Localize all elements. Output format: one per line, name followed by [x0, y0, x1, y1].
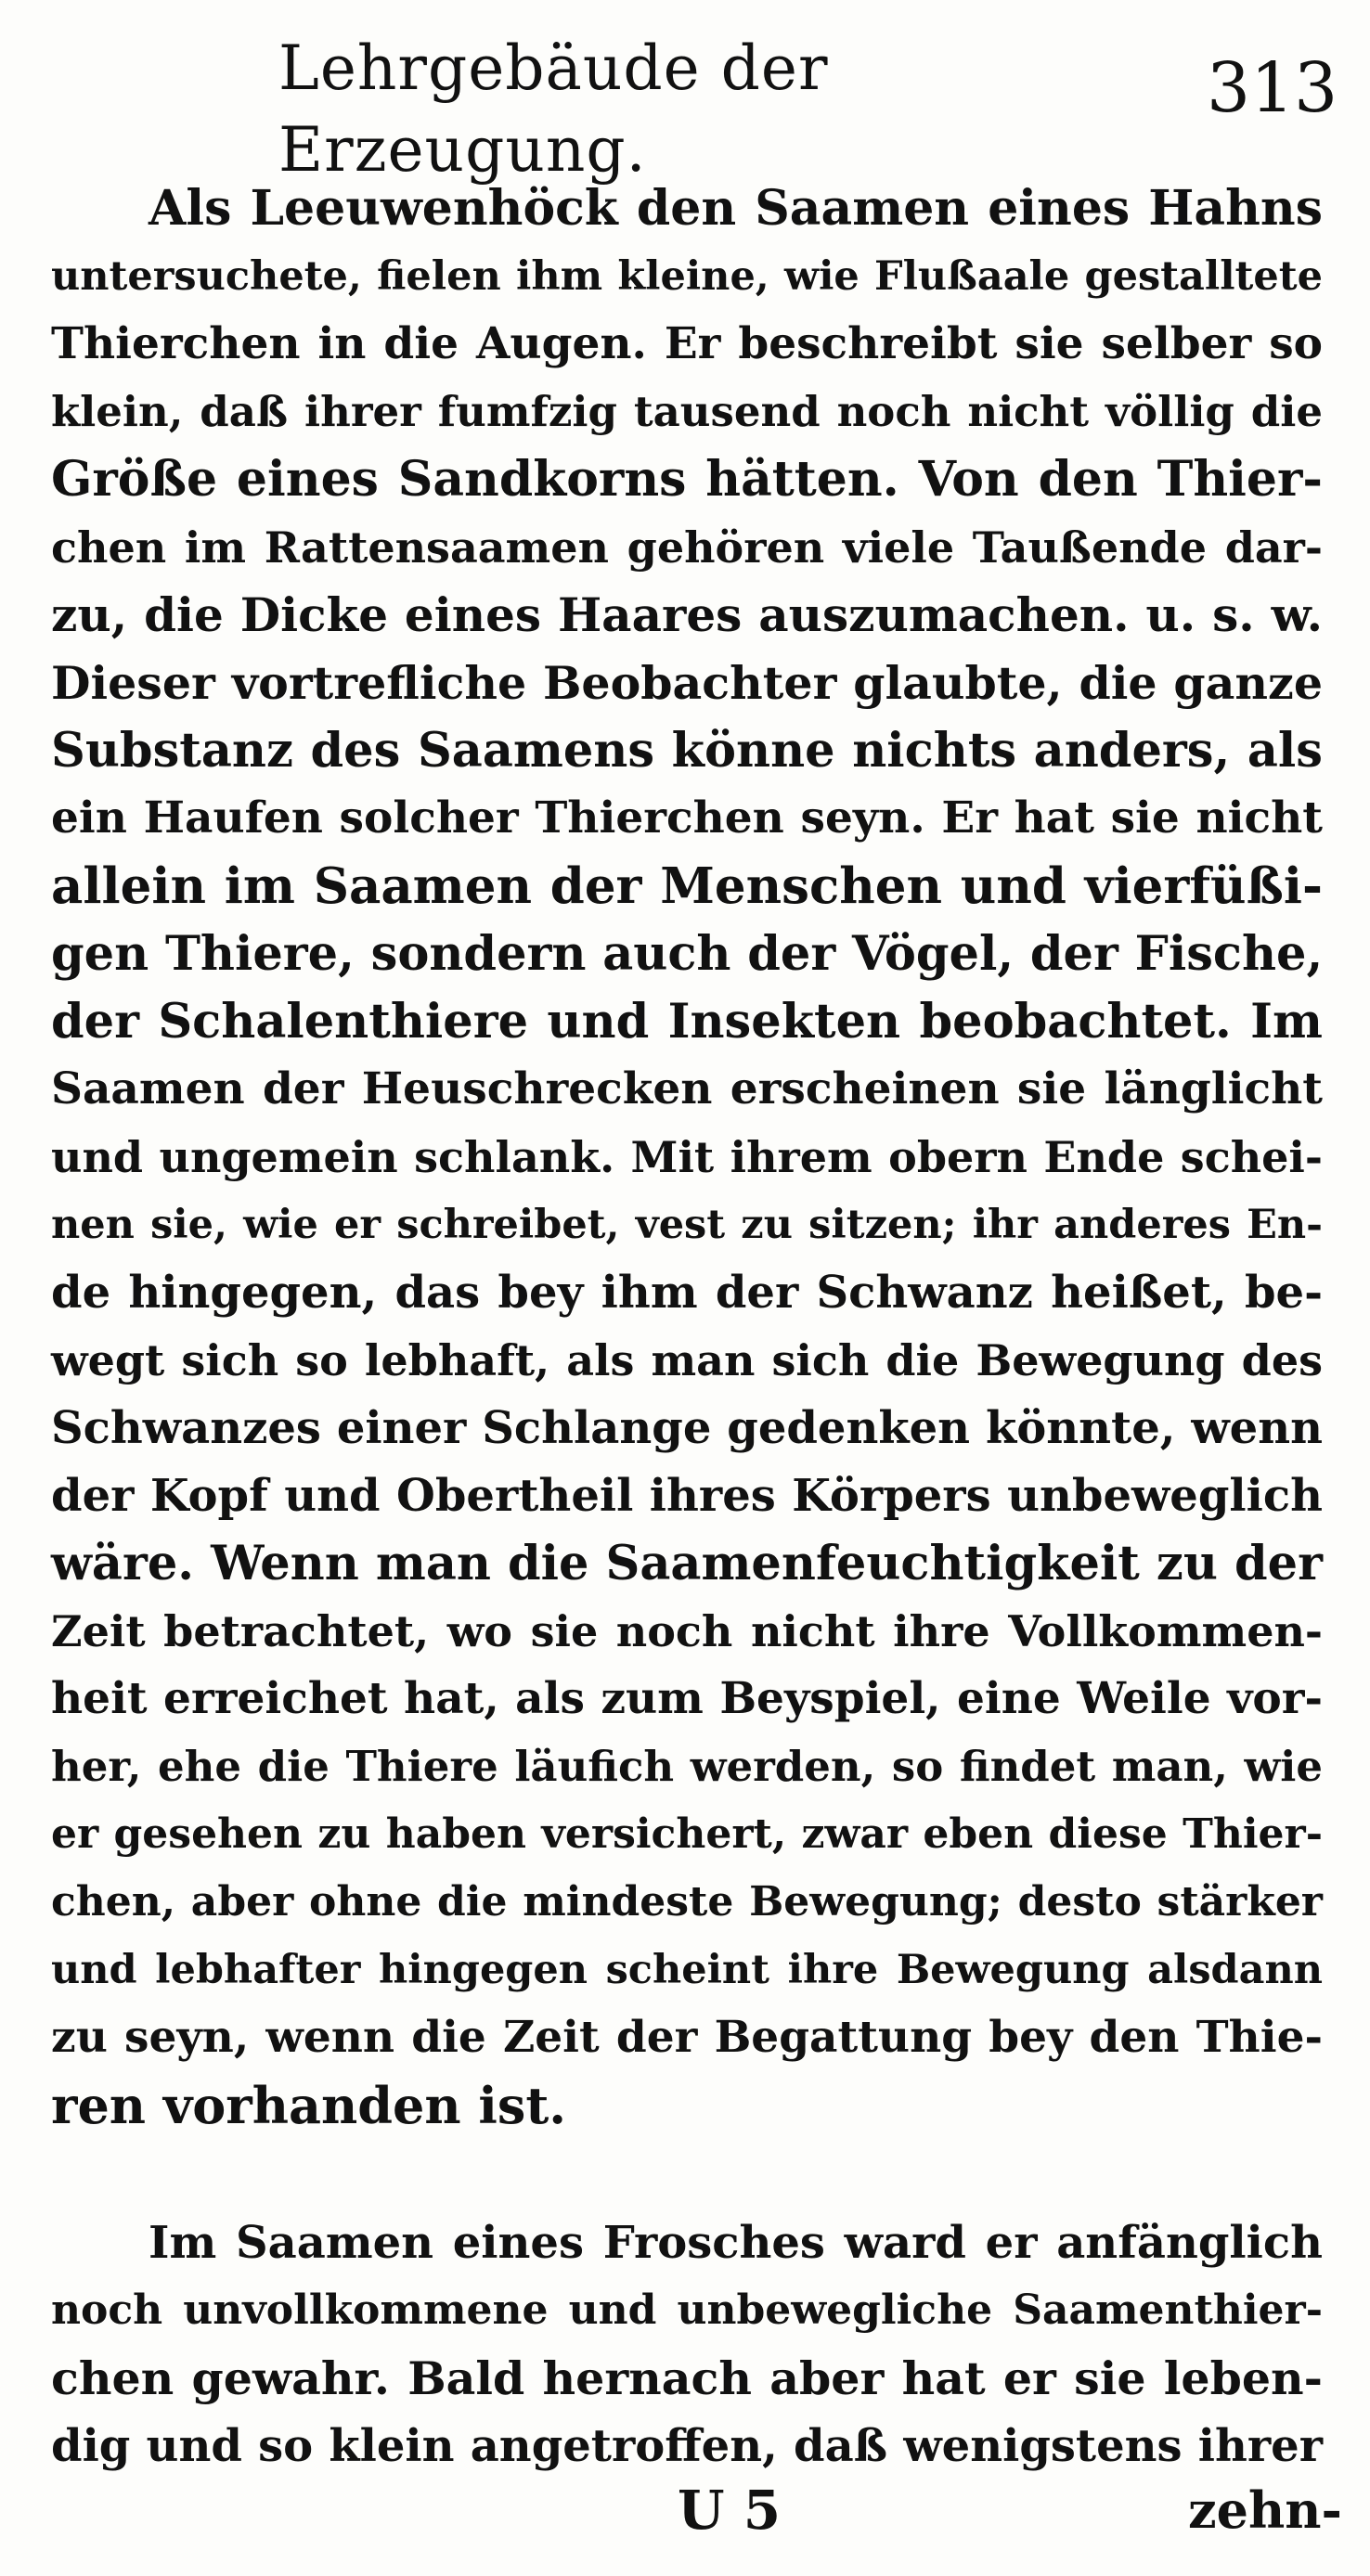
text-line: allein im Saamen der Menschen und vierfüßi- [51, 857, 1323, 915]
text-line: Saamen der Heuschrecken erscheinen sie länglicht [51, 1063, 1323, 1114]
text-line: zu seyn, wenn die Zeit der Begattung bey den Thie- [51, 2012, 1323, 2063]
text-line: Schwanzes einer Schlange gedenken könnte, wenn [51, 1402, 1323, 1454]
text-line: klein, daß ihrer fumfzig tausend noch nicht völlig die [51, 387, 1323, 436]
text-line: der Kopf und Obertheil ihres Körpers unbeweglich [51, 1470, 1323, 1522]
text-line: gen Thiere, sondern auch der Vögel, der Fische, [51, 926, 1324, 982]
text-line: Größe eines Sandkorns hätten. Von den Thier- [51, 451, 1323, 508]
signature-mark: U 5 [678, 2479, 782, 2542]
text-line: chen gewahr. Bald hernach aber hat er sie leben- [51, 2351, 1323, 2405]
text-line: zu, die Dicke eines Haares auszumachen. u. s. w. [51, 587, 1323, 642]
text-line: chen im Rattensaamen gehören viele Taußende dar- [51, 522, 1323, 573]
text-line: nen sie, wie er schreibet, vest zu sitzen; ihr anderes En- [51, 1202, 1323, 1248]
text-line: heit erreichet hat, als zum Beyspiel, eine Weile vor- [51, 1673, 1323, 1724]
text-line: Als Leeuwenhöck den Saamen eines Hahns [149, 180, 1323, 237]
running-head: Lehrgebäude der Erzeugung. [278, 32, 829, 186]
text-line: de hingegen, das bey ihm der Schwanz heißet, be- [51, 1267, 1323, 1319]
text-line: ein Haufen solcher Thierchen seyn. Er hat sie nicht [51, 792, 1323, 844]
text-line: wegt sich so lebhaft, als man sich die Bewegung des [51, 1335, 1323, 1385]
text-line: Thierchen in die Augen. Er beschreibt sie selber so [51, 318, 1323, 369]
text-line: und ungemein schlank. Mit ihrem obern Ende schei- [51, 1132, 1323, 1182]
text-line: wäre. Wenn man die Saamenfeuchtigkeit zu der [51, 1536, 1323, 1591]
text-line: Dieser vortrefliche Beobachter glaubte, die ganze [51, 656, 1323, 710]
text-line: ren vorhanden ist. [51, 2076, 567, 2135]
text-line: chen, aber ohne die mindeste Bewegung; desto stärker [51, 1878, 1323, 1926]
text-line: und lebhafter hingegen scheint ihre Bewegung alsdann [51, 1947, 1323, 1993]
page-number: 313 [1207, 48, 1338, 128]
catchword: zehn- [1188, 2480, 1342, 2540]
text-line: dig und so klein angetroffen, daß wenigstens ihrer [51, 2420, 1323, 2472]
text-line: der Schalenthiere und Insekten beobachtet. Im [51, 994, 1323, 1050]
text-line: Substanz des Saamens könne nichts anders, als [51, 723, 1323, 779]
text-line: Zeit betrachtet, wo sie noch nicht ihre Vollkommen- [51, 1606, 1323, 1656]
text-line: noch unvollkommene und unbewegliche Saamenthier- [51, 2286, 1323, 2334]
text-line: er gesehen zu haben versichert, zwar eben diese Thier- [51, 1810, 1323, 1858]
text-line: her, ehe die Thiere läufich werden, so findet man, wie [51, 1742, 1323, 1791]
text-line: untersuchete, fielen ihm kleine, wie Flußaale gestalltete [51, 253, 1323, 300]
text-line: Im Saamen eines Frosches ward er anfänglich [149, 2217, 1323, 2269]
